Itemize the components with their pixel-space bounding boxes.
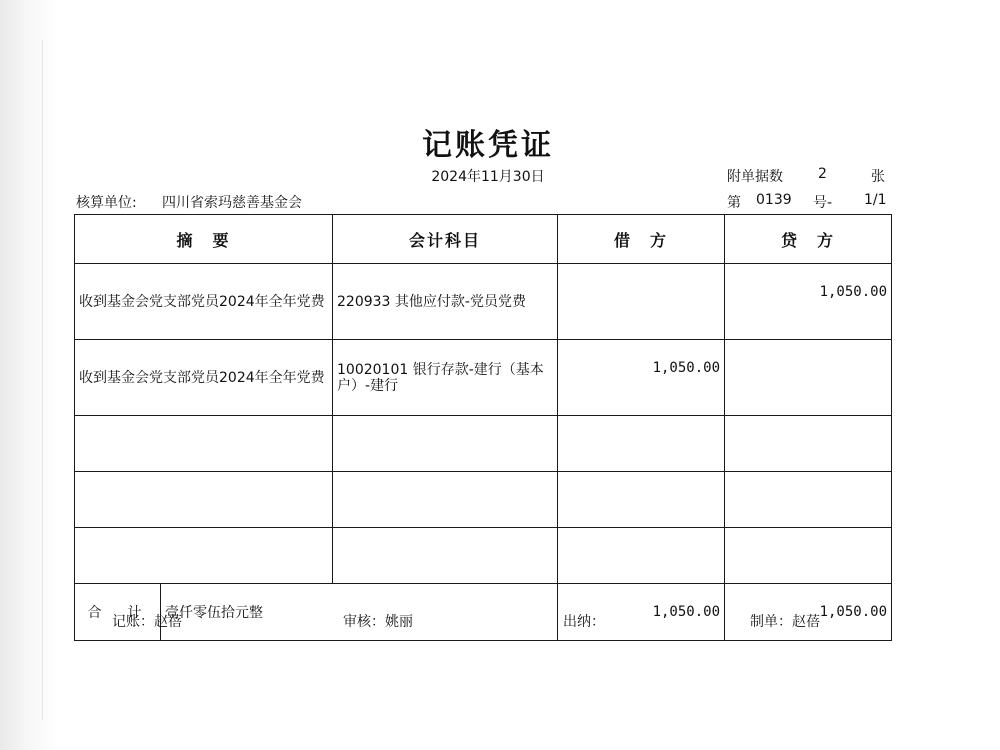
- table-row: [75, 472, 892, 528]
- entry-credit: 1,050.00: [725, 264, 892, 340]
- header-debit: 借 方: [558, 215, 725, 264]
- entry-debit: [558, 416, 725, 472]
- header-credit: 贷 方: [725, 215, 892, 264]
- total-credit: 1,050.00: [725, 584, 892, 641]
- table-header-row: [75, 215, 892, 264]
- entry-summary: 收到基金会党支部党员2024年全年党费: [75, 340, 333, 416]
- entry-summary: [75, 416, 333, 472]
- total-label: 合 计: [75, 584, 161, 641]
- entry-debit: 1,050.00: [558, 340, 725, 416]
- voucher-title: 记账凭证: [422, 128, 554, 163]
- entry-credit: [725, 416, 892, 472]
- entry-debit: [558, 472, 725, 528]
- attachments-label: 附单据数: [727, 169, 783, 185]
- cashier-signature: 出纳：: [563, 614, 605, 630]
- reviewer-signature: 审核：姚丽: [343, 614, 413, 630]
- voucher-number-suffix: 号-: [813, 195, 833, 211]
- voucher-table: [74, 214, 892, 641]
- entry-summary: 收到基金会党支部党员2024年全年党费: [75, 264, 333, 340]
- table-row: [75, 416, 892, 472]
- table-row: [75, 264, 892, 340]
- entry-account: [333, 416, 558, 472]
- entry-credit: [725, 472, 892, 528]
- total-debit: 1,050.00: [558, 584, 725, 641]
- entry-account: [333, 472, 558, 528]
- table-row: [75, 528, 892, 584]
- preparer-signature: 制单：赵蓓: [750, 614, 820, 630]
- entry-account: 220933 其他应付款-党员党费: [333, 264, 558, 340]
- voucher-number-value: 0139: [756, 192, 792, 208]
- entry-account: [333, 528, 558, 584]
- scan-edge-shadow: [0, 0, 58, 750]
- header-summary: 摘 要: [75, 215, 333, 264]
- voucher-page: 1/1: [864, 192, 887, 208]
- header-account: 会计科目: [333, 215, 558, 264]
- attachments-count: 2: [818, 166, 827, 182]
- attachments-unit: 张: [871, 169, 885, 185]
- entry-summary: [75, 528, 333, 584]
- voucher-date: 2024年11月30日: [431, 169, 545, 185]
- table-row: [75, 340, 892, 416]
- total-amount-words: 壹仟零伍拾元整: [161, 584, 558, 641]
- entry-credit: [725, 340, 892, 416]
- entry-account: 10020101 银行存款-建行（基本户）-建行: [333, 340, 558, 416]
- entry-debit: [558, 264, 725, 340]
- entry-summary: [75, 472, 333, 528]
- accounting-unit-label: 核算单位:: [76, 195, 137, 211]
- voucher-number-label: 第: [727, 195, 741, 211]
- accounting-unit-value: 四川省索玛慈善基金会: [162, 195, 302, 211]
- bookkeeper-signature: 记账：赵蓓: [112, 614, 182, 630]
- entry-debit: [558, 528, 725, 584]
- entry-credit: [725, 528, 892, 584]
